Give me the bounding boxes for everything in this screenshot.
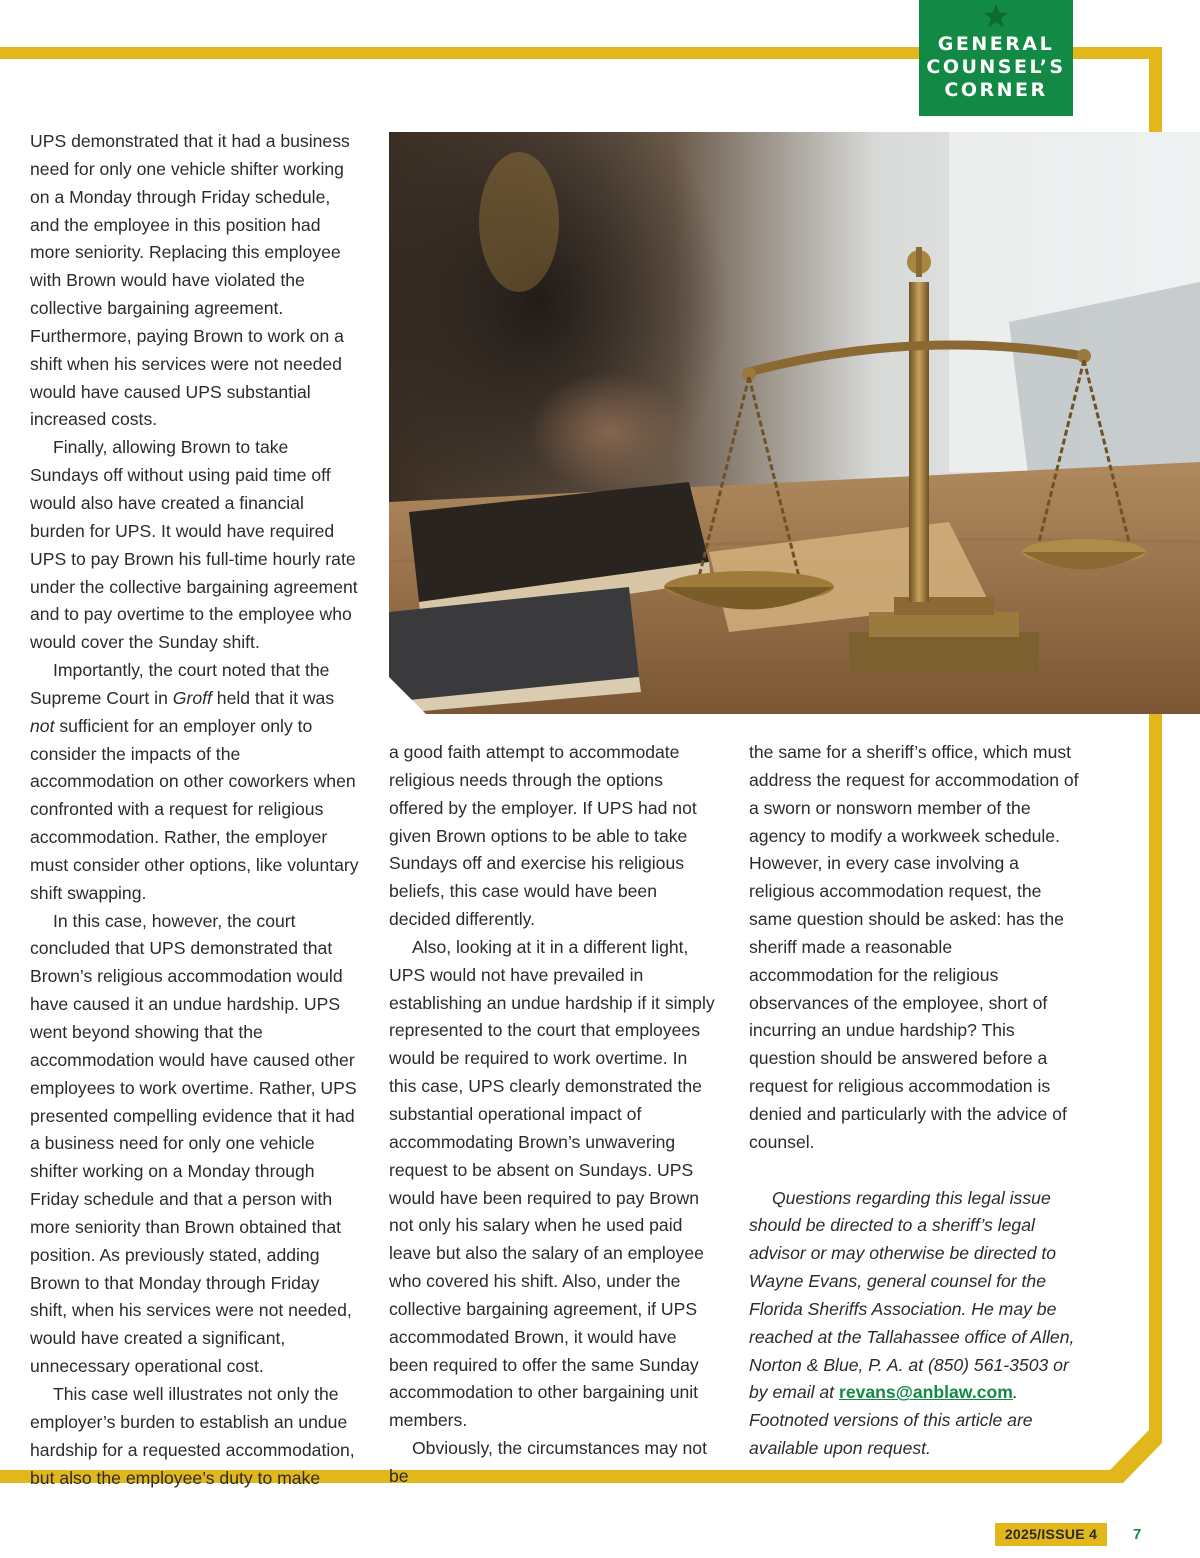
gold-frame-corner xyxy=(1110,1430,1162,1483)
badge-line-1: GENERAL xyxy=(937,33,1055,55)
col3-paragraph-1: the same for a sheriff’s office, which must address the request for accommodation of a sworn or nonsworn member of the agency to modify a workweek schedule. However, in every case involving a religious accommodation request, the same question should be asked: has the sheriff made a reasonable accommodation for the religious observances of the employee, short of incurring an undue hardship? This question should be answered before a request for religious accommodation is denied and particularly with the advice of counsel. xyxy=(749,742,1079,1152)
scales-of-justice-photo xyxy=(389,132,1200,714)
col1-paragraph-2: Finally, allowing Brown to take Sundays off without using paid time off would also have created a financial burden for UPS. It would have required UPS to pay Brown his full-time hourly rate under the collective bargaining agreement and to pay overtime to the employee who would cover the Sunday shift. xyxy=(30,437,358,653)
page-number: 7 xyxy=(1133,1526,1142,1543)
article-column-2 xyxy=(389,739,719,1491)
col2-paragraph-2: Also, looking at it in a different light, UPS would not have prevailed in establishing an undue hardship if it simply represented to the court that employees would be required to work overtime. In this case, UPS clearly demonstrated the substantial operational impact of accommodating Brown’s unwavering request to be absent on Sundays. UPS would have been required to pay Brown not only his salary when he used paid leave but also the salary of an employee who covered his shift. Also, under the collective bargaining agreement, if UPS accommodated Brown, it would have been required to offer the same Sunday accommodation to other bargaining unit members. xyxy=(389,936,715,1431)
col1-paragraph-1: UPS demonstrated that it had a business need for only one vehicle shifter working on a Monday through Friday schedule, and the employee in this position had more seniority. Replacing this employee with Brown would have violated the collective bargaining agreement. Furthermore, paying Brown to work on a shift when his services were not needed would have caused UPS substantial increased costs. xyxy=(30,131,350,430)
star-icon xyxy=(983,3,1009,29)
gold-frame-right-lower xyxy=(1149,713,1162,1438)
paragraph-spacer xyxy=(749,1157,1079,1185)
col1-p3-part-a: Importantly, the court noted that the Supreme Court in xyxy=(30,660,330,708)
issue-label: 2025/ISSUE 4 xyxy=(995,1523,1107,1546)
author-note xyxy=(749,1185,1079,1463)
gold-frame-right-upper xyxy=(1149,47,1162,132)
emphasis-not: not xyxy=(30,715,55,736)
email-link[interactable]: revans@anblaw.com xyxy=(838,1382,1013,1403)
col2-paragraph-1: a good faith attempt to accommodate religious needs through the options offered by the employer. If UPS had not given Brown options to be able to take Sundays off and exercise his religious beliefs, this case would have been decided differently. xyxy=(389,742,697,930)
col1-p3-part-c: sufficient for an employer only to consider the impacts of the accommodation on other coworkers when confronted with a request for religious accommodation. Rather, the employer must consider other options, like voluntary shift swapping. xyxy=(30,715,359,903)
article-column-1 xyxy=(30,128,360,1492)
col1-paragraph-5: This case well illustrates not only the employer’s burden to establish an undue hardship for a requested accommodation, but also the employee’s duty to make xyxy=(30,1383,355,1488)
section-badge xyxy=(919,0,1073,116)
col1-paragraph-4: In this case, however, the court concluded that UPS demonstrated that Brown’s religious accommodation would have caused it an undue hardship. UPS went beyond showing that the accommodation would have caused other employees to work overtime. Rather, UPS presented compelling evidence that it had a business need for only one vehicle shifter working on a Monday through Friday schedule and that a person with more seniority than Brown obtained that position. As previously stated, adding Brown to that Monday through Friday shift, when his services were not needed, would have created a significant, unnecessary operational cost. xyxy=(30,910,357,1377)
col1-p3-part-b: held that it was xyxy=(211,687,335,708)
case-name-groff: Groff xyxy=(172,687,212,708)
author-note-part-b: . Footnoted versions of this article are available upon request. xyxy=(749,1382,1033,1459)
badge-line-2: COUNSEL’S xyxy=(926,56,1066,78)
col1-paragraph-3 xyxy=(30,657,360,908)
col2-paragraph-3: Obviously, the circumstances may not be xyxy=(389,1438,707,1486)
badge-line-3: CORNER xyxy=(944,79,1048,101)
author-note-part-a: Questions regarding this legal issue should be directed to a sheriff’s legal advisor or may otherwise be directed to Wayne Evans, general counsel for the Florida Sheriffs Association. He may be reached at the Tallahassee office of Allen, Norton & Blue, P. A. at (850) 561-3503 or by email at xyxy=(749,1187,1075,1403)
article-column-3 xyxy=(749,739,1079,1463)
